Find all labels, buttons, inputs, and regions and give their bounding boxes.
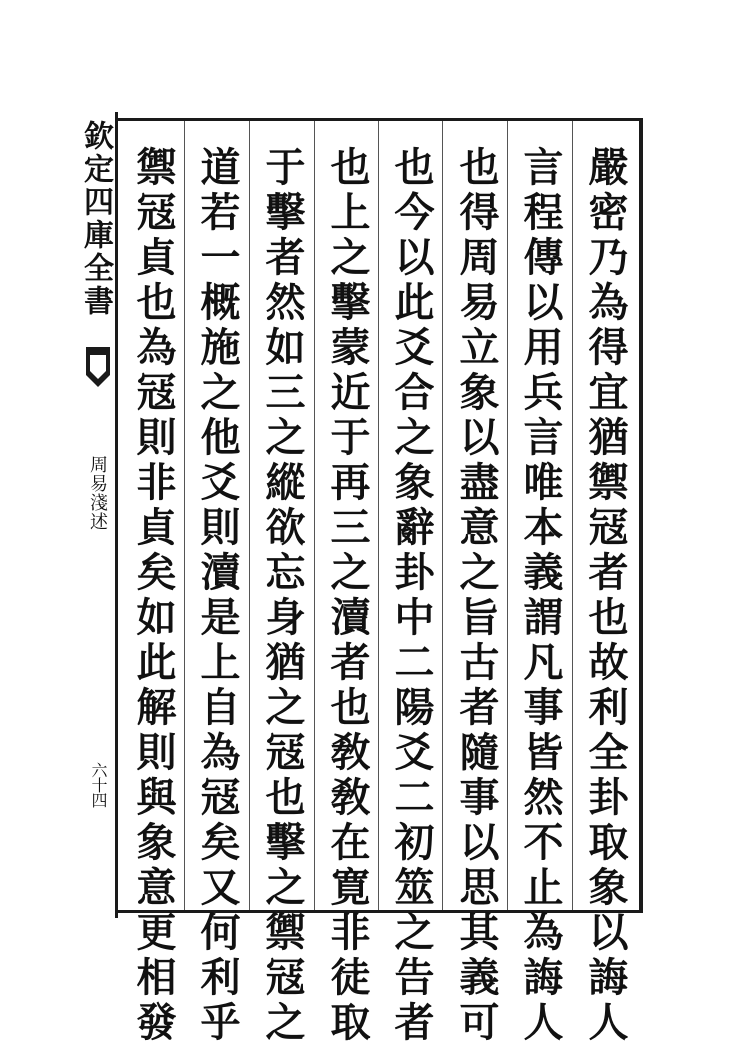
column-divider [442,121,443,910]
text-column-3: 也得周易立象以盡意之旨古者隨事以思其義可 [453,146,500,1046]
text-column-5: 也上之擊蒙近于再三之瀆者也敎敎在寛非徒取 [324,146,371,1046]
column-divider [314,121,315,910]
fish-tail-ornament-icon [84,345,112,389]
column-divider [378,121,379,910]
text-column-1: 嚴密乃為得宜猶禦冦者也故利全卦取象以誨人 [582,146,629,1046]
text-column-6: 于擊者然如三之縱欲忘身猶之冦也擊之禦冦之 [259,146,306,1046]
text-column-4: 也今以此爻合之象辭卦中二陽爻二初筮之告者 [388,146,435,1046]
column-divider [507,121,508,910]
column-divider [184,121,185,910]
text-column-8: 禦冦貞也為冦則非貞矣如此解則與象意更相發 [130,146,177,1046]
chapter-title: 周易淺述 [87,455,108,531]
column-divider [572,121,573,910]
column-divider [249,121,250,910]
text-column-7: 道若一概施之他爻則瀆是上自為冦矣又何利乎 [194,146,241,1046]
book-title: 欽定四庫全書 [78,120,113,318]
text-column-2: 言程傳以用兵言唯本義謂凡事皆然不止為誨人 [517,146,564,1046]
page-number: 六十四 [89,762,108,807]
